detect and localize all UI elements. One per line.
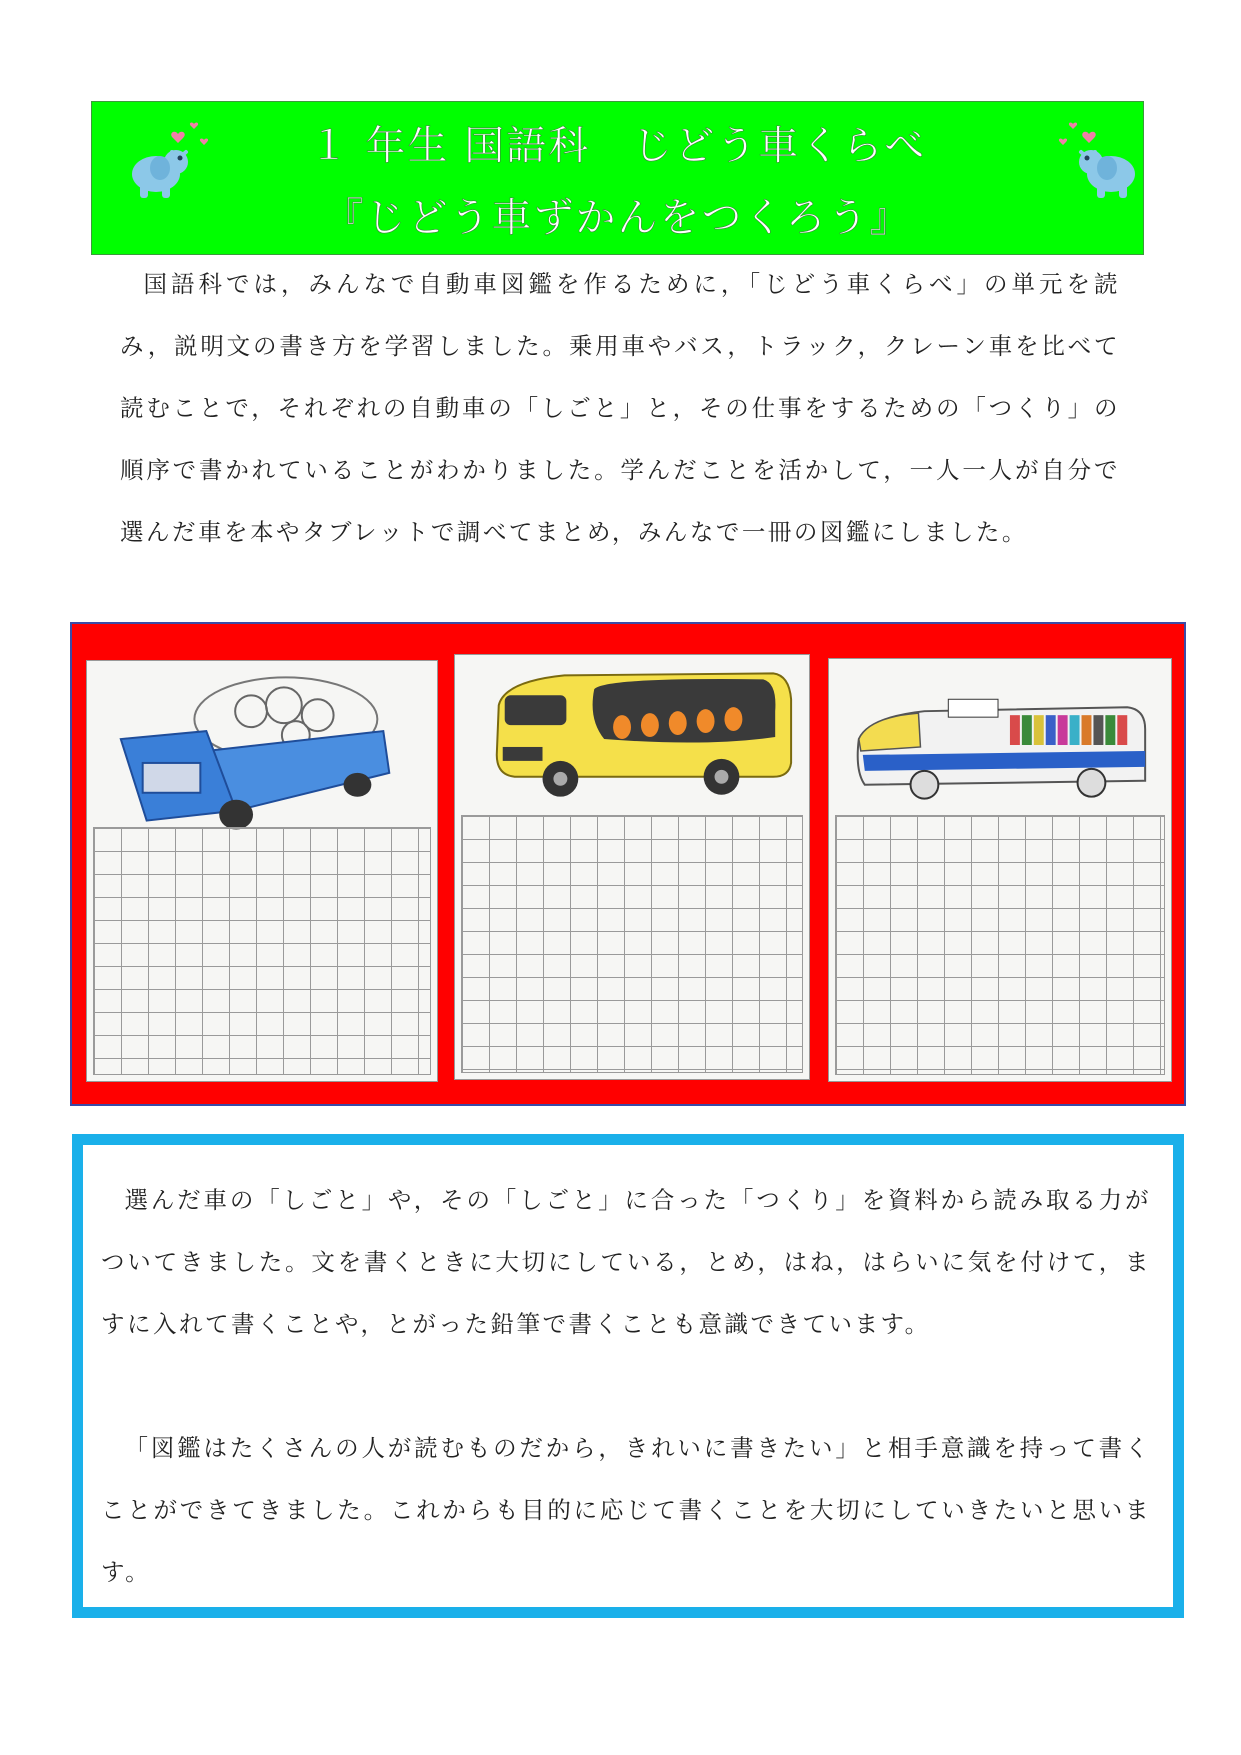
student-sheet-library-bus — [828, 658, 1172, 1082]
library-bus-drawing — [829, 659, 1171, 829]
student-sheet-bus — [454, 654, 810, 1080]
student-sheet-dump-truck — [86, 660, 438, 1082]
summary-box — [72, 1134, 1184, 1618]
writing-grid — [835, 815, 1165, 1075]
title-banner — [91, 101, 1144, 255]
intro-paragraph: 国語科では，みんなで自動車図鑑を作るために，「じどう車くらべ」の単元を読み，説明文の書き方を学習しました。乗用車やバス，トラック，クレーン車を比べて読むことで，それぞれの自動車の「しごと」と，その仕事をするための「つくり」の順序で書かれていることがわかりました。学んだことを活かして，一人一人が自分で選んだ車を本やタブレットで調べてまとめ，みんなで一冊の図鑑にしました。 — [120, 270, 1120, 546]
writing-grid — [461, 815, 803, 1073]
elephant-icon — [1047, 116, 1147, 206]
title-line-2: 『じどう車ずかんをつくろう』 — [323, 195, 912, 241]
title-line-1: １ 年生 国語科 じどう車くらべ — [308, 123, 927, 169]
dump-truck-drawing — [87, 661, 437, 841]
student-work-photos — [70, 622, 1186, 1106]
summary-paragraph-2: 「図鑑はたくさんの人が読むものだから，きれいに書きたい」と相手意識を持って書くことができてきました。これからも目的に応じて書くことを大切にしていきたいと思います。 — [101, 1434, 1151, 1586]
summary-paragraph-1: 選んだ車の「しごと」や，その「しごと」に合った「つくり」を資料から読み取る力がついてきました。文を書くときに大切にしている，とめ，はね，はらいに気を付けて，ますに入れて書くことや，とがった鉛筆で書くことも意識できています。 — [101, 1186, 1151, 1338]
writing-grid — [93, 827, 431, 1075]
yellow-bus-drawing — [455, 655, 809, 825]
